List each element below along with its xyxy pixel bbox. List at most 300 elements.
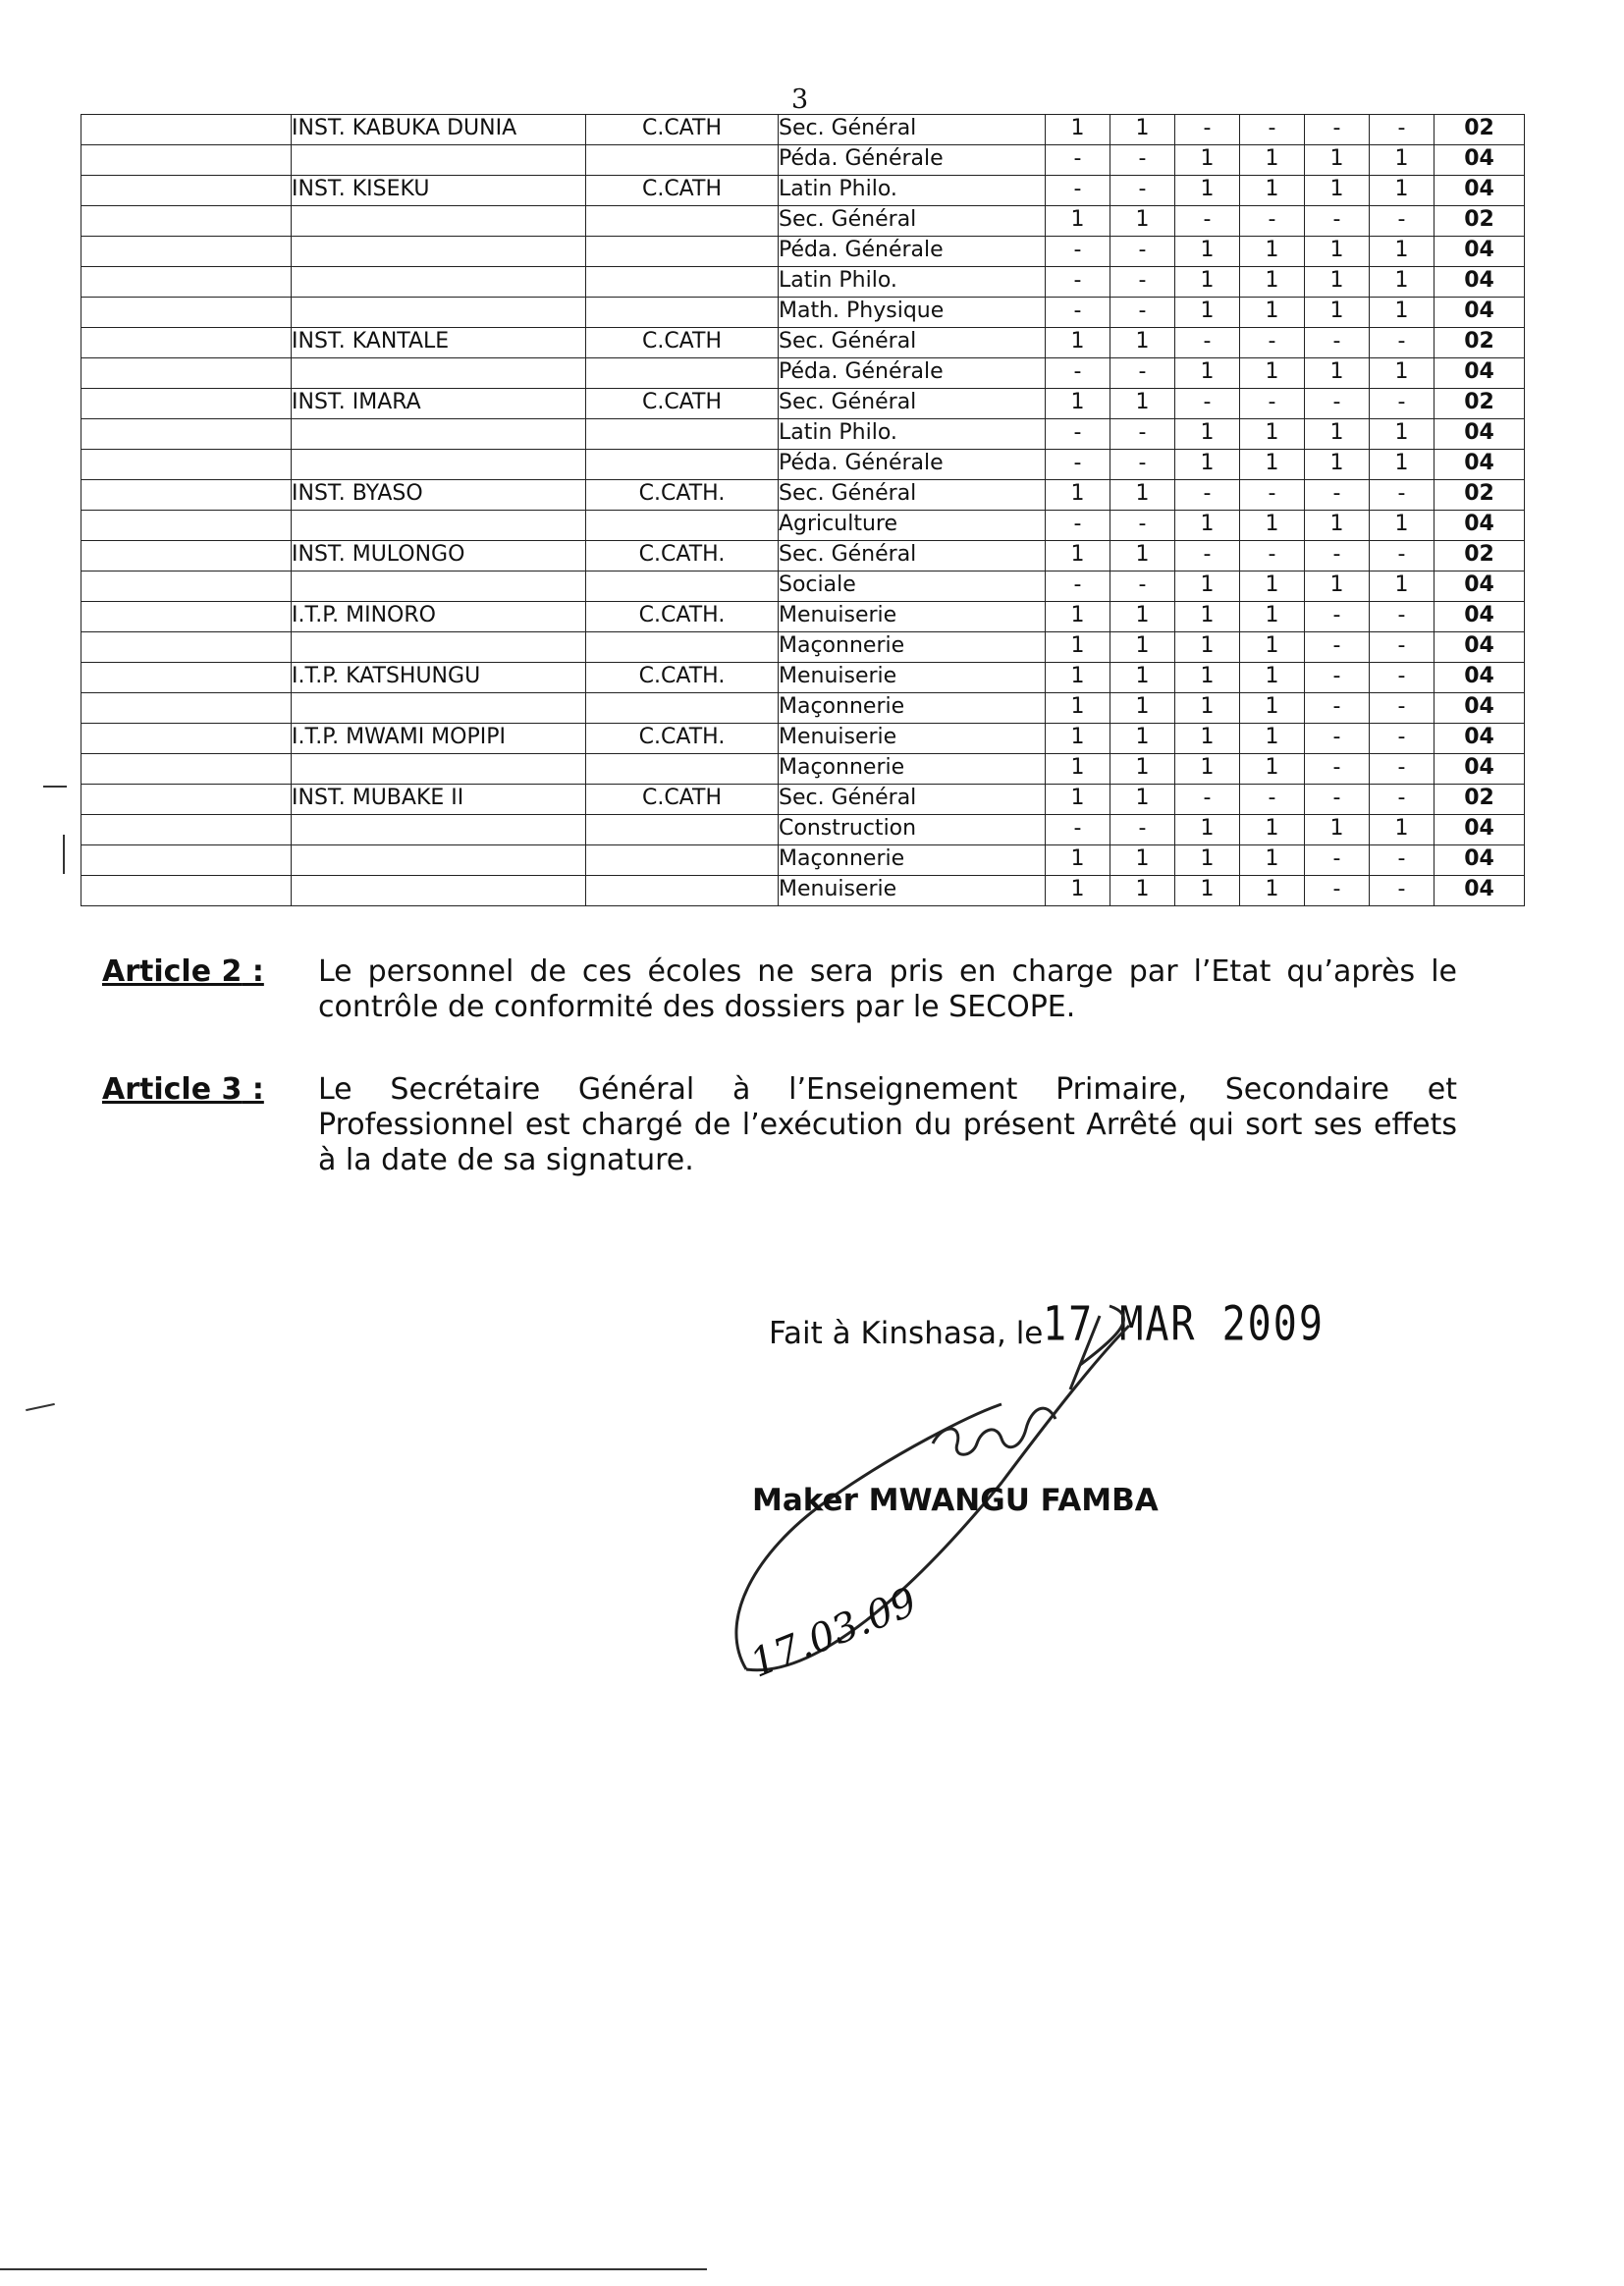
option-cell: Sec. Général <box>779 206 1046 237</box>
network-cell: C.CATH <box>586 785 779 815</box>
class-count-cell: 1 <box>1240 663 1305 693</box>
handwritten-date: 17.03.09 <box>743 1579 924 1687</box>
total-cell: 04 <box>1435 815 1525 845</box>
school-name-cell <box>292 298 586 328</box>
table-row <box>81 419 1525 450</box>
class-count-cell: - <box>1370 693 1435 724</box>
blank-column-cell <box>81 815 292 845</box>
class-count-cell: 1 <box>1110 541 1175 572</box>
network-cell: C.CATH. <box>586 663 779 693</box>
class-count-cell: 1 <box>1305 419 1370 450</box>
class-count-cell: - <box>1110 145 1175 176</box>
table-row <box>81 693 1525 724</box>
network-cell: C.CATH <box>586 389 779 419</box>
blank-column-cell <box>81 145 292 176</box>
class-count-cell: - <box>1110 358 1175 389</box>
class-count-cell: 1 <box>1305 511 1370 541</box>
total-cell: 04 <box>1435 602 1525 632</box>
class-count-cell: 1 <box>1370 298 1435 328</box>
total-cell: 04 <box>1435 237 1525 267</box>
total-cell: 02 <box>1435 541 1525 572</box>
table-row <box>81 389 1525 419</box>
class-count-cell: 1 <box>1240 876 1305 906</box>
table-row <box>81 267 1525 298</box>
blank-column-cell <box>81 480 292 511</box>
blank-column-cell <box>81 541 292 572</box>
class-count-cell: - <box>1370 115 1435 145</box>
network-cell: C.CATH. <box>586 480 779 511</box>
class-count-cell: - <box>1046 237 1110 267</box>
total-cell: 02 <box>1435 389 1525 419</box>
school-name-cell <box>292 693 586 724</box>
blank-column-cell <box>81 663 292 693</box>
school-name-cell <box>292 815 586 845</box>
class-count-cell: 1 <box>1370 572 1435 602</box>
class-count-cell: - <box>1305 541 1370 572</box>
class-count-cell: 1 <box>1110 632 1175 663</box>
class-count-cell: 1 <box>1046 876 1110 906</box>
schools-table <box>81 114 1525 906</box>
school-name-cell <box>292 358 586 389</box>
class-count-cell: - <box>1240 389 1305 419</box>
total-cell: 04 <box>1435 176 1525 206</box>
table-row <box>81 206 1525 237</box>
class-count-cell: - <box>1175 115 1240 145</box>
blank-column-cell <box>81 115 292 145</box>
total-cell: 04 <box>1435 298 1525 328</box>
class-count-cell: - <box>1046 176 1110 206</box>
class-count-cell: - <box>1370 389 1435 419</box>
class-count-cell: 1 <box>1046 115 1110 145</box>
class-count-cell: - <box>1110 450 1175 480</box>
class-count-cell: - <box>1046 572 1110 602</box>
option-cell: Maçonnerie <box>779 632 1046 663</box>
article-3-label: Article 3 : <box>102 1072 264 1107</box>
blank-column-cell <box>81 358 292 389</box>
place-and-date-line: Fait à Kinshasa, le <box>769 1316 1044 1351</box>
option-cell: Math. Physique <box>779 298 1046 328</box>
class-count-cell: - <box>1110 267 1175 298</box>
option-cell: Agriculture <box>779 511 1046 541</box>
school-name-cell <box>292 632 586 663</box>
article-2-label: Article 2 : <box>102 954 264 989</box>
class-count-cell: - <box>1305 693 1370 724</box>
class-count-cell: - <box>1370 480 1435 511</box>
class-count-cell: - <box>1110 815 1175 845</box>
school-name-cell <box>292 237 586 267</box>
class-count-cell: 1 <box>1110 724 1175 754</box>
class-count-cell: 1 <box>1110 602 1175 632</box>
class-count-cell: 1 <box>1046 389 1110 419</box>
class-count-cell: - <box>1305 663 1370 693</box>
class-count-cell: 1 <box>1046 754 1110 785</box>
school-name-cell <box>292 419 586 450</box>
table-row <box>81 450 1525 480</box>
class-count-cell: 1 <box>1110 115 1175 145</box>
class-count-cell: - <box>1110 237 1175 267</box>
class-count-cell: - <box>1370 541 1435 572</box>
school-name-cell: INST. MUBAKE II <box>292 785 586 815</box>
class-count-cell: 1 <box>1175 145 1240 176</box>
table-row <box>81 328 1525 358</box>
class-count-cell: 1 <box>1046 206 1110 237</box>
class-count-cell: - <box>1305 785 1370 815</box>
class-count-cell: - <box>1370 206 1435 237</box>
blank-column-cell <box>81 572 292 602</box>
table-row <box>81 511 1525 541</box>
date-stamp: 17 MAR 2009 <box>1043 1297 1325 1352</box>
option-cell: Sec. Général <box>779 541 1046 572</box>
option-cell: Péda. Générale <box>779 358 1046 389</box>
class-count-cell: 1 <box>1305 145 1370 176</box>
class-count-cell: - <box>1305 632 1370 663</box>
scan-mark <box>26 1403 55 1411</box>
option-cell: Péda. Générale <box>779 450 1046 480</box>
class-count-cell: 1 <box>1305 815 1370 845</box>
class-count-cell: - <box>1240 785 1305 815</box>
table-row <box>81 358 1525 389</box>
class-count-cell: 1 <box>1240 267 1305 298</box>
network-cell: C.CATH. <box>586 541 779 572</box>
blank-column-cell <box>81 206 292 237</box>
class-count-cell: - <box>1175 389 1240 419</box>
class-count-cell: 1 <box>1046 480 1110 511</box>
class-count-cell: 1 <box>1305 358 1370 389</box>
class-count-cell: 1 <box>1175 663 1240 693</box>
class-count-cell: - <box>1110 176 1175 206</box>
class-count-cell: - <box>1175 480 1240 511</box>
class-count-cell: 1 <box>1046 602 1110 632</box>
table-row <box>81 602 1525 632</box>
option-cell: Menuiserie <box>779 663 1046 693</box>
option-cell: Maçonnerie <box>779 693 1046 724</box>
class-count-cell: - <box>1370 876 1435 906</box>
total-cell: 04 <box>1435 754 1525 785</box>
class-count-cell: - <box>1046 145 1110 176</box>
network-cell: C.CATH <box>586 328 779 358</box>
class-count-cell: 1 <box>1370 815 1435 845</box>
scan-mark <box>63 835 65 874</box>
blank-column-cell <box>81 632 292 663</box>
school-name-cell: I.T.P. MWAMI MOPIPI <box>292 724 586 754</box>
class-count-cell: 1 <box>1240 632 1305 663</box>
table-row <box>81 298 1525 328</box>
class-count-cell: 1 <box>1110 845 1175 876</box>
class-count-cell: - <box>1046 815 1110 845</box>
option-cell: Sec. Général <box>779 480 1046 511</box>
class-count-cell: - <box>1175 541 1240 572</box>
class-count-cell: - <box>1046 419 1110 450</box>
class-count-cell: - <box>1370 785 1435 815</box>
class-count-cell: 1 <box>1110 785 1175 815</box>
total-cell: 04 <box>1435 419 1525 450</box>
class-count-cell: 1 <box>1305 450 1370 480</box>
total-cell: 04 <box>1435 845 1525 876</box>
class-count-cell: - <box>1370 602 1435 632</box>
option-cell: Maçonnerie <box>779 754 1046 785</box>
class-count-cell: 1 <box>1175 450 1240 480</box>
network-cell: C.CATH <box>586 115 779 145</box>
table-row <box>81 541 1525 572</box>
class-count-cell: - <box>1305 328 1370 358</box>
total-cell: 02 <box>1435 115 1525 145</box>
network-cell <box>586 511 779 541</box>
class-count-cell: 1 <box>1240 845 1305 876</box>
network-cell <box>586 876 779 906</box>
table-row <box>81 724 1525 754</box>
class-count-cell: 1 <box>1240 450 1305 480</box>
class-count-cell: - <box>1370 754 1435 785</box>
total-cell: 04 <box>1435 145 1525 176</box>
blank-column-cell <box>81 693 292 724</box>
class-count-cell: 1 <box>1370 176 1435 206</box>
blank-column-cell <box>81 267 292 298</box>
class-count-cell: 1 <box>1110 693 1175 724</box>
class-count-cell: 1 <box>1240 754 1305 785</box>
class-count-cell: 1 <box>1240 602 1305 632</box>
class-count-cell: - <box>1110 419 1175 450</box>
class-count-cell: - <box>1305 876 1370 906</box>
class-count-cell: 1 <box>1175 632 1240 663</box>
blank-column-cell <box>81 328 292 358</box>
class-count-cell: 1 <box>1110 389 1175 419</box>
total-cell: 04 <box>1435 876 1525 906</box>
school-name-cell <box>292 754 586 785</box>
school-name-cell <box>292 450 586 480</box>
article-2-text: Le personnel de ces écoles ne sera pris en charge par l’Etat qu’après le contrôle de conformité des dossiers par le SECOPE. <box>318 954 1457 1024</box>
class-count-cell: - <box>1305 115 1370 145</box>
school-name-cell <box>292 845 586 876</box>
footer-rule <box>0 2268 707 2270</box>
network-cell: C.CATH. <box>586 724 779 754</box>
blank-column-cell <box>81 511 292 541</box>
class-count-cell: 1 <box>1240 572 1305 602</box>
class-count-cell: 1 <box>1175 511 1240 541</box>
schools-table-body <box>81 115 1525 906</box>
scan-mark <box>43 786 67 788</box>
class-count-cell: 1 <box>1046 328 1110 358</box>
class-count-cell: 1 <box>1370 419 1435 450</box>
option-cell: Péda. Générale <box>779 145 1046 176</box>
option-cell: Sec. Général <box>779 389 1046 419</box>
table-row <box>81 663 1525 693</box>
page-number: 3 <box>791 84 809 115</box>
option-cell: Sec. Général <box>779 115 1046 145</box>
class-count-cell: 1 <box>1110 206 1175 237</box>
class-count-cell: 1 <box>1240 815 1305 845</box>
school-name-cell <box>292 267 586 298</box>
total-cell: 04 <box>1435 511 1525 541</box>
class-count-cell: 1 <box>1370 511 1435 541</box>
class-count-cell: - <box>1305 754 1370 785</box>
network-cell <box>586 754 779 785</box>
class-count-cell: 1 <box>1175 754 1240 785</box>
network-cell <box>586 572 779 602</box>
school-name-cell: INST. KISEKU <box>292 176 586 206</box>
table-row <box>81 176 1525 206</box>
class-count-cell: 1 <box>1046 845 1110 876</box>
table-row <box>81 785 1525 815</box>
total-cell: 04 <box>1435 693 1525 724</box>
blank-column-cell <box>81 237 292 267</box>
class-count-cell: 1 <box>1110 663 1175 693</box>
school-name-cell <box>292 145 586 176</box>
blank-column-cell <box>81 845 292 876</box>
class-count-cell: 1 <box>1046 724 1110 754</box>
blank-column-cell <box>81 724 292 754</box>
network-cell: C.CATH. <box>586 602 779 632</box>
class-count-cell: - <box>1370 845 1435 876</box>
class-count-cell: - <box>1305 480 1370 511</box>
school-name-cell: INST. KANTALE <box>292 328 586 358</box>
class-count-cell: 1 <box>1175 267 1240 298</box>
class-count-cell: - <box>1110 298 1175 328</box>
option-cell: Menuiserie <box>779 602 1046 632</box>
network-cell <box>586 298 779 328</box>
table-row <box>81 632 1525 663</box>
class-count-cell: - <box>1305 389 1370 419</box>
class-count-cell: 1 <box>1240 298 1305 328</box>
network-cell <box>586 206 779 237</box>
class-count-cell: 1 <box>1046 663 1110 693</box>
total-cell: 04 <box>1435 267 1525 298</box>
table-row <box>81 754 1525 785</box>
blank-column-cell <box>81 602 292 632</box>
class-count-cell: 1 <box>1175 876 1240 906</box>
table-row <box>81 876 1525 906</box>
class-count-cell: 1 <box>1370 450 1435 480</box>
class-count-cell: - <box>1305 845 1370 876</box>
class-count-cell: - <box>1305 206 1370 237</box>
total-cell: 02 <box>1435 480 1525 511</box>
class-count-cell: 1 <box>1370 145 1435 176</box>
total-cell: 02 <box>1435 328 1525 358</box>
class-count-cell: 1 <box>1046 693 1110 724</box>
class-count-cell: - <box>1240 328 1305 358</box>
class-count-cell: 1 <box>1110 754 1175 785</box>
network-cell <box>586 450 779 480</box>
class-count-cell: 1 <box>1240 511 1305 541</box>
school-name-cell: I.T.P. MINORO <box>292 602 586 632</box>
total-cell: 04 <box>1435 663 1525 693</box>
school-name-cell <box>292 206 586 237</box>
total-cell: 04 <box>1435 450 1525 480</box>
class-count-cell: 1 <box>1175 419 1240 450</box>
option-cell: Sociale <box>779 572 1046 602</box>
school-name-cell: I.T.P. KATSHUNGU <box>292 663 586 693</box>
class-count-cell: 1 <box>1175 815 1240 845</box>
total-cell: 04 <box>1435 572 1525 602</box>
class-count-cell: 1 <box>1110 328 1175 358</box>
class-count-cell: - <box>1305 602 1370 632</box>
class-count-cell: - <box>1370 663 1435 693</box>
class-count-cell: 1 <box>1046 541 1110 572</box>
class-count-cell: 1 <box>1305 267 1370 298</box>
network-cell <box>586 237 779 267</box>
class-count-cell: - <box>1046 358 1110 389</box>
signatory-name: Maker MWANGU FAMBA <box>752 1483 1159 1518</box>
network-cell <box>586 358 779 389</box>
option-cell: Menuiserie <box>779 876 1046 906</box>
class-count-cell: - <box>1305 724 1370 754</box>
class-count-cell: 1 <box>1175 724 1240 754</box>
class-count-cell: - <box>1046 267 1110 298</box>
network-cell <box>586 419 779 450</box>
school-name-cell <box>292 511 586 541</box>
school-name-cell: INST. IMARA <box>292 389 586 419</box>
blank-column-cell <box>81 176 292 206</box>
class-count-cell: - <box>1175 785 1240 815</box>
class-count-cell: - <box>1175 206 1240 237</box>
class-count-cell: 1 <box>1370 237 1435 267</box>
table-row <box>81 145 1525 176</box>
class-count-cell: 1 <box>1110 480 1175 511</box>
class-count-cell: 1 <box>1240 237 1305 267</box>
class-count-cell: 1 <box>1175 358 1240 389</box>
class-count-cell: - <box>1240 115 1305 145</box>
blank-column-cell <box>81 450 292 480</box>
option-cell: Latin Philo. <box>779 267 1046 298</box>
class-count-cell: 1 <box>1175 845 1240 876</box>
class-count-cell: 1 <box>1305 237 1370 267</box>
total-cell: 04 <box>1435 632 1525 663</box>
network-cell: C.CATH <box>586 176 779 206</box>
network-cell <box>586 632 779 663</box>
class-count-cell: 1 <box>1046 785 1110 815</box>
class-count-cell: 1 <box>1175 572 1240 602</box>
class-count-cell: 1 <box>1110 876 1175 906</box>
class-count-cell: 1 <box>1370 267 1435 298</box>
option-cell: Construction <box>779 815 1046 845</box>
school-name-cell <box>292 572 586 602</box>
total-cell: 04 <box>1435 724 1525 754</box>
blank-column-cell <box>81 389 292 419</box>
schools-table-wrapper <box>81 114 1524 943</box>
network-cell <box>586 815 779 845</box>
class-count-cell: 1 <box>1175 693 1240 724</box>
school-name-cell: INST. BYASO <box>292 480 586 511</box>
table-row <box>81 572 1525 602</box>
class-count-cell: - <box>1175 328 1240 358</box>
class-count-cell: - <box>1240 480 1305 511</box>
option-cell: Sec. Général <box>779 785 1046 815</box>
blank-column-cell <box>81 754 292 785</box>
total-cell: 02 <box>1435 206 1525 237</box>
class-count-cell: - <box>1046 511 1110 541</box>
class-count-cell: 1 <box>1240 176 1305 206</box>
class-count-cell: - <box>1110 572 1175 602</box>
total-cell: 02 <box>1435 785 1525 815</box>
class-count-cell: 1 <box>1305 298 1370 328</box>
class-count-cell: 1 <box>1240 724 1305 754</box>
option-cell: Menuiserie <box>779 724 1046 754</box>
class-count-cell: - <box>1046 298 1110 328</box>
option-cell: Maçonnerie <box>779 845 1046 876</box>
class-count-cell: - <box>1370 724 1435 754</box>
option-cell: Sec. Général <box>779 328 1046 358</box>
network-cell <box>586 693 779 724</box>
class-count-cell: 1 <box>1175 298 1240 328</box>
class-count-cell: 1 <box>1240 693 1305 724</box>
class-count-cell: 1 <box>1240 419 1305 450</box>
blank-column-cell <box>81 298 292 328</box>
class-count-cell: 1 <box>1370 358 1435 389</box>
blank-column-cell <box>81 419 292 450</box>
class-count-cell: 1 <box>1175 176 1240 206</box>
class-count-cell: 1 <box>1305 176 1370 206</box>
table-row <box>81 115 1525 145</box>
table-row <box>81 480 1525 511</box>
